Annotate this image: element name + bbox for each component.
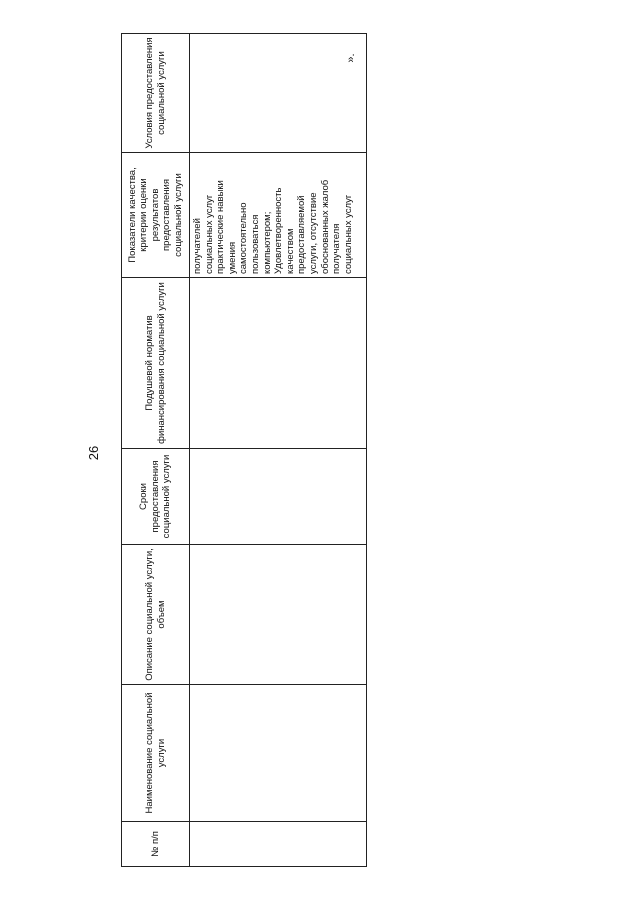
- table-container: [96, 37, 354, 857]
- cell-number: [190, 822, 367, 867]
- quality-line: умения: [226, 241, 238, 274]
- table-row: [190, 34, 367, 867]
- cell-quality: [190, 153, 367, 278]
- page-number: 26: [86, 445, 101, 461]
- quality-line: предоставляемой: [296, 195, 308, 274]
- quality-line: качеством: [284, 228, 296, 274]
- cell-service-name: [190, 685, 367, 822]
- quality-line: практические навыки: [215, 180, 227, 274]
- header-terms: Сроки предоставления социальной услуги: [122, 449, 190, 545]
- quality-line: компьютером;: [261, 211, 273, 274]
- quality-line: услуги, отсутствие: [307, 192, 319, 274]
- header-number: № п/п: [122, 822, 190, 867]
- header-funding-norm: Подушевой норматив финансирования социальной услуги: [122, 278, 190, 449]
- quality-line: пользоваться: [249, 214, 261, 274]
- quality-line: социальных услуг: [203, 194, 215, 274]
- services-table: [121, 33, 367, 867]
- quality-line: самостоятельно: [238, 202, 250, 274]
- header-description: Описание социальной услуги, объем: [122, 545, 190, 685]
- table-header-row: [122, 34, 190, 867]
- trailing-mark: ».: [345, 53, 357, 63]
- header-quality: Показатели качества, критерии оценки результатов предоставления социальной услуги: [122, 153, 190, 278]
- cell-description: [190, 545, 367, 685]
- cell-terms: [190, 449, 367, 545]
- header-conditions: Условия предоставления социальной услуги: [122, 34, 190, 153]
- quality-line: социальных услуг: [342, 194, 354, 274]
- quality-line: получателя: [331, 223, 343, 274]
- cell-funding-norm: [190, 278, 367, 449]
- quality-line: Удовлетворенность: [273, 187, 285, 274]
- quality-line: обоснованных жалоб: [319, 179, 331, 274]
- cell-conditions: [190, 34, 367, 153]
- quality-line: получателей: [192, 218, 203, 274]
- header-service-name: Наименование социальной услуги: [122, 685, 190, 822]
